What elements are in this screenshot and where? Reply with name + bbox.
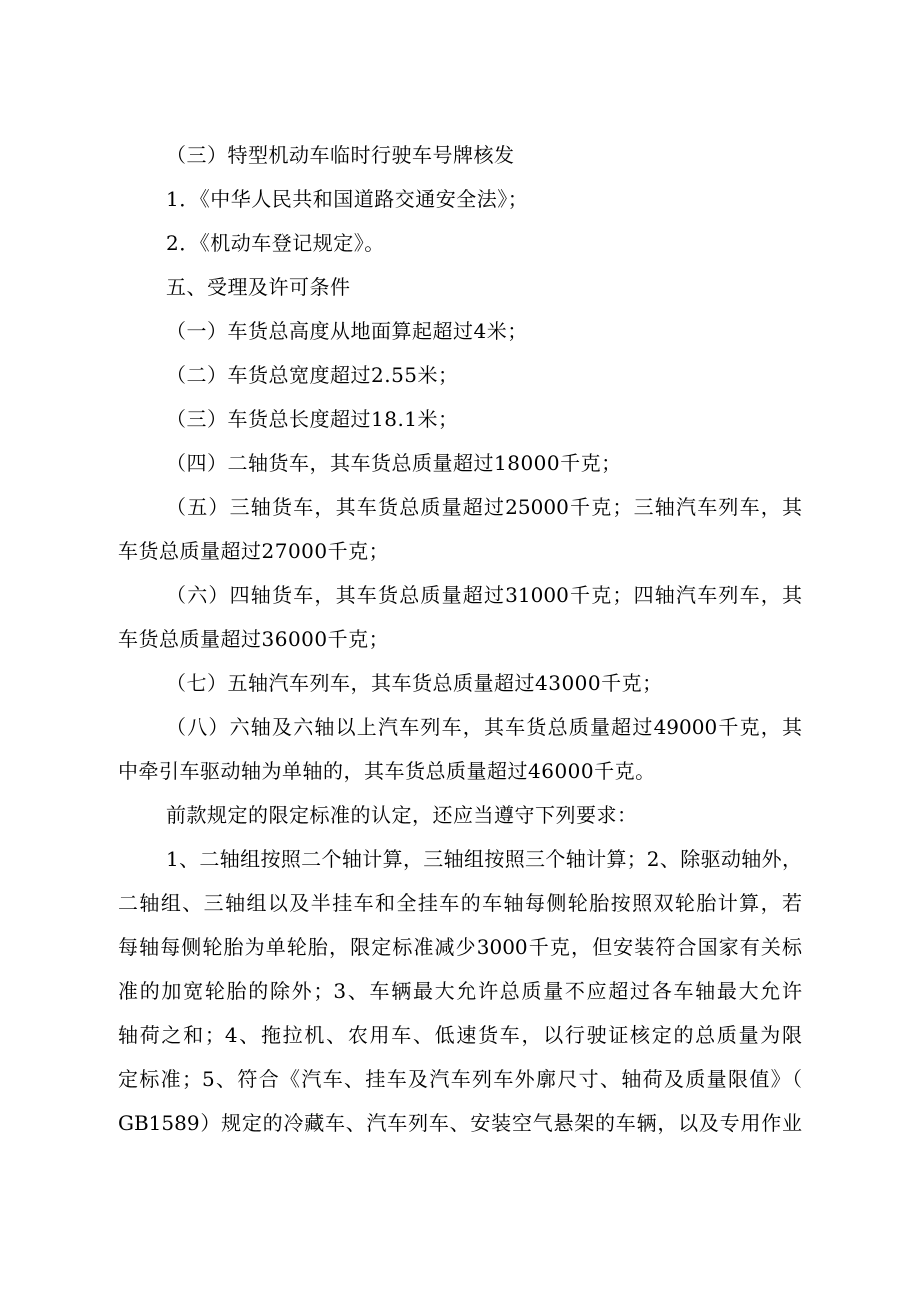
condition-6-line-1: （六）四轴货车，其车货总质量超过31000千克；四轴汽车列车，其 xyxy=(166,583,802,607)
law-reference-2: 2．《机动车登记规定》。 xyxy=(166,231,385,255)
chapter-heading: 五、受理及许可条件 xyxy=(166,275,351,299)
section-heading: （三）特型机动车临时行驶车号牌核发 xyxy=(166,143,515,167)
requirements-line-2: 二轴组、三轴组以及半挂车和全挂车的车轴每侧轮胎按照双轮胎计算，若 xyxy=(118,891,802,915)
requirements-line-7: GB1589）规定的冷藏车、汽车列车、安装空气悬架的车辆，以及专用作业 xyxy=(118,1111,802,1135)
condition-2: （二）车货总宽度超过2.55米； xyxy=(166,363,459,387)
requirements-line-5: 轴荷之和；4、拖拉机、农用车、低速货车，以行驶证核定的总质量为限 xyxy=(118,1023,802,1047)
requirements-line-1: 1、二轴组按照二个轴计算，三轴组按照三个轴计算；2、除驱动轴外， xyxy=(166,847,802,871)
condition-4: （四）二轴货车，其车货总质量超过18000千克； xyxy=(166,451,622,475)
requirements-line-6: 定标准；5、符合《汽车、挂车及汽车列车外廓尺寸、轴荷及质量限值》（ xyxy=(118,1067,802,1091)
requirements-line-4: 准的加宽轮胎的除外；3、车辆最大允许总质量不应超过各车轴最大允许 xyxy=(118,979,802,1003)
condition-1: （一）车货总高度从地面算起超过4米； xyxy=(166,319,528,343)
condition-8-line-2: 中牵引车驱动轴为单轴的，其车货总质量超过46000千克。 xyxy=(118,759,656,783)
requirements-intro: 前款规定的限定标准的认定，还应当遵守下列要求： xyxy=(166,803,638,827)
condition-6-line-2: 车货总质量超过36000千克； xyxy=(118,627,390,651)
law-reference-1: 1．《中华人民共和国道路交通安全法》； xyxy=(166,187,529,211)
condition-7: （七）五轴汽车列车，其车货总质量超过43000千克； xyxy=(166,671,663,695)
requirements-line-3: 每轴每侧轮胎为单轮胎，限定标准减少3000千克，但安装符合国家有关标 xyxy=(118,935,802,959)
condition-3: （三）车货总长度超过18.1米； xyxy=(166,407,459,431)
condition-5-line-2: 车货总质量超过27000千克； xyxy=(118,539,390,563)
condition-5-line-1: （五）三轴货车，其车货总质量超过25000千克；三轴汽车列车，其 xyxy=(166,495,802,519)
condition-8-line-1: （八）六轴及六轴以上汽车列车，其车货总质量超过49000千克，其 xyxy=(166,715,802,739)
